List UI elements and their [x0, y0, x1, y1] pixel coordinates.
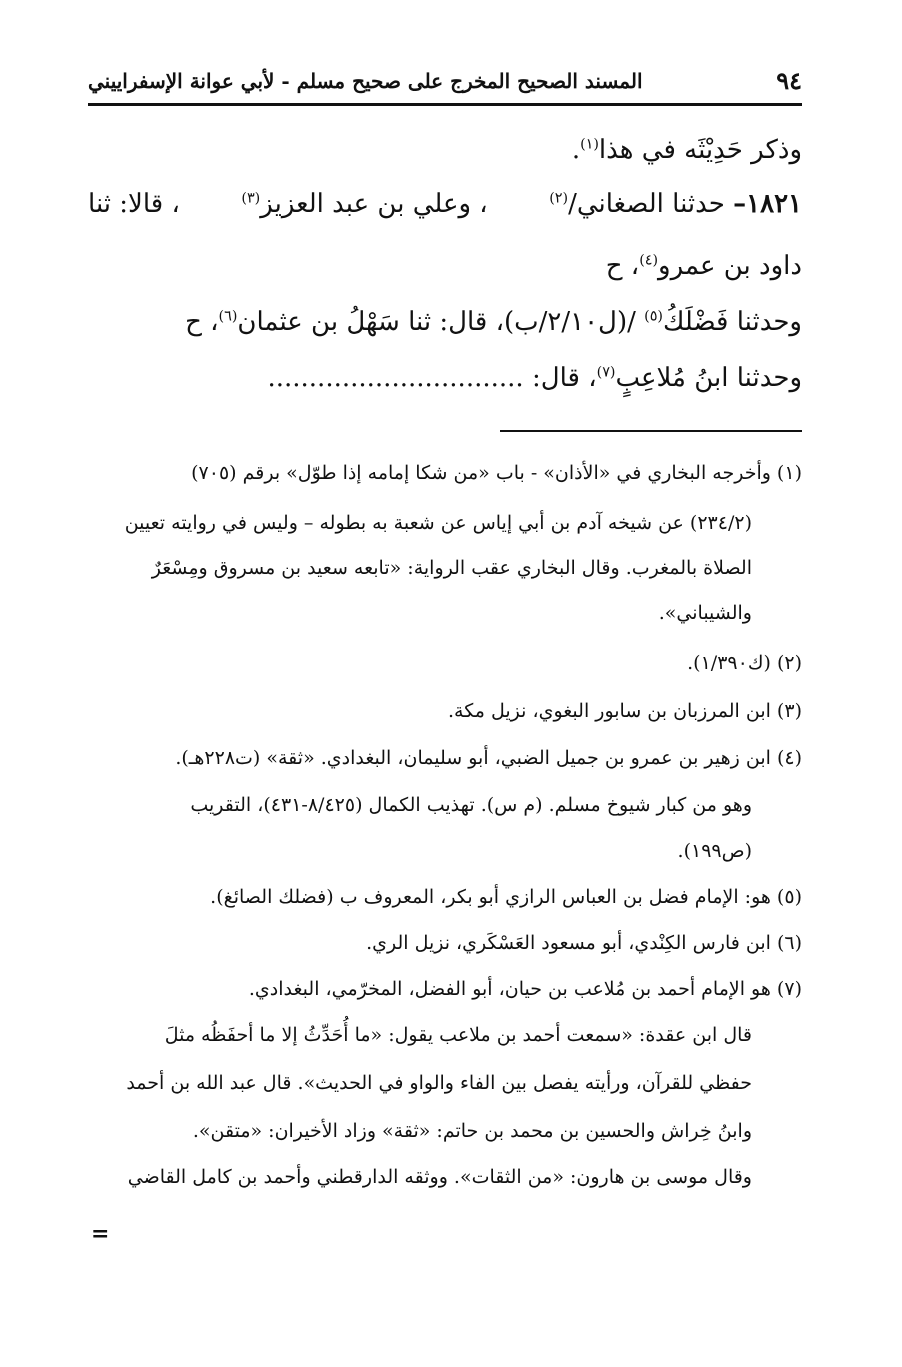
body-line-1: وذكر حَدِيْثَه في هذا$^{(١)}$.: [571, 135, 802, 165]
footnote-1-line-2: (٢٣٤/٢) عن شيخه آدم بن أبي إياس عن شعبة به بطوله – وليس في روايته تعيين: [124, 512, 752, 534]
footnote-ref-2[interactable]: (٢): [549, 190, 569, 207]
page-number: ٩٤: [776, 66, 802, 95]
footnote-1-line-3: الصلاة بالمغرب. وقال البخاري عقب الرواية: «تابعه سعيد بن مسروق ومِسْعَرٌ: [151, 557, 752, 579]
footnote-7-para-1-line-1: قال ابن عقدة: «سمعت أحمد بن ملاعب يقول: «ما أُحَدِّثُ إلا ما أحفَظُه مثلَ: [164, 1024, 752, 1046]
footnote-1-line-1: (١) وأخرجه البخاري في «الأذان» - باب «من شكا إمامه إذا طوّل» برقم (٧٠٥): [191, 462, 802, 484]
body-line-3: داود بن عمرو$^{(٤)}$، ح: [605, 251, 802, 281]
footnote-4-line-2: وهو من كبار شيوخ مسلم. (م س). تهذيب الكمال (٨/٤٢٥-٤٣١)، التقريب: [190, 794, 752, 816]
body-line-2: ١٨٢١– حدثنا الصغاني/$^{(٢)}$ ، وعلي بن عبد العزيز$^{(٣)}$ ، قالا: ثنا: [88, 189, 802, 219]
footnote-ref-3[interactable]: (٣): [241, 190, 261, 207]
footnote-2: (٢) (ك١/٣٩٠).: [687, 652, 802, 674]
footnote-ref-6[interactable]: (٦): [218, 308, 238, 325]
header-rule: [88, 103, 802, 106]
continuation-mark: =: [91, 1221, 110, 1247]
hadith-number: ١٨٢١: [746, 189, 802, 219]
footnote-3: (٣) ابن المرزبان بن سابور البغوي، نزيل مكة.: [448, 700, 802, 722]
footnote-4-line-3: (ص١٩٩).: [677, 840, 752, 862]
ellipsis-dots: ...............................: [267, 363, 524, 393]
footnote-7: (٧) هو الإمام أحمد بن مُلاعب بن حيان، أبو الفضل، المخرّمي، البغدادي.: [248, 978, 802, 1000]
footnote-ref-4[interactable]: (٤): [639, 252, 659, 269]
footnote-ref-5[interactable]: (٥): [644, 308, 663, 325]
footnote-7-para-1-line-2: حفظي للقرآن، ورأيته يفصل بين الفاء والواو في الحديث». قال عبد الله بن أحمد: [126, 1072, 752, 1094]
footnote-7-para-1-line-3: وابنُ خِراش والحسين بن محمد بن حاتم: «ثقة» وزاد الأخيران: «متقن».: [192, 1120, 752, 1142]
running-title: المسند الصحيح المخرج على صحيح مسلم - لأبي عوانة الإسفراييني: [88, 69, 643, 93]
running-header: [88, 66, 802, 102]
footnote-ref-1[interactable]: (١): [580, 136, 599, 153]
footnote-5: (٥) هو: الإمام فضل بن العباس الرازي أبو بكر، المعروف ب (فضلك الصائغ).: [210, 886, 802, 908]
footnote-4-line-1: (٤) ابن زهير بن عمرو بن جميل الضبي، أبو سليمان، البغدادي. «ثقة» (ت٢٢٨هـ).: [175, 747, 802, 769]
footnote-6: (٦) ابن فارس الكِنْدي، أبو مسعود العَسْكَري، نزيل الري.: [366, 932, 802, 954]
body-line-4: وحدثنا فَضْلَكُ$^{(٥)}$ /(ل٢/١٠/ب)، قال: ثنا سَهْلُ بن عثمان$^{(٦)}$، ح: [185, 307, 802, 337]
footnote-1-line-4: والشيباني».: [658, 602, 752, 624]
footnote-separator: [500, 430, 802, 432]
footnote-ref-7[interactable]: (٧): [596, 364, 616, 381]
body-line-5: وحدثنا ابنُ مُلاعِبٍ$^{(٧)}$، قال: ...............................: [267, 363, 802, 393]
footnote-7-para-2-line-1: وقال موسى بن هارون: «من الثقات». ووثقه الدارقطني وأحمد بن كامل القاضي: [127, 1166, 752, 1188]
